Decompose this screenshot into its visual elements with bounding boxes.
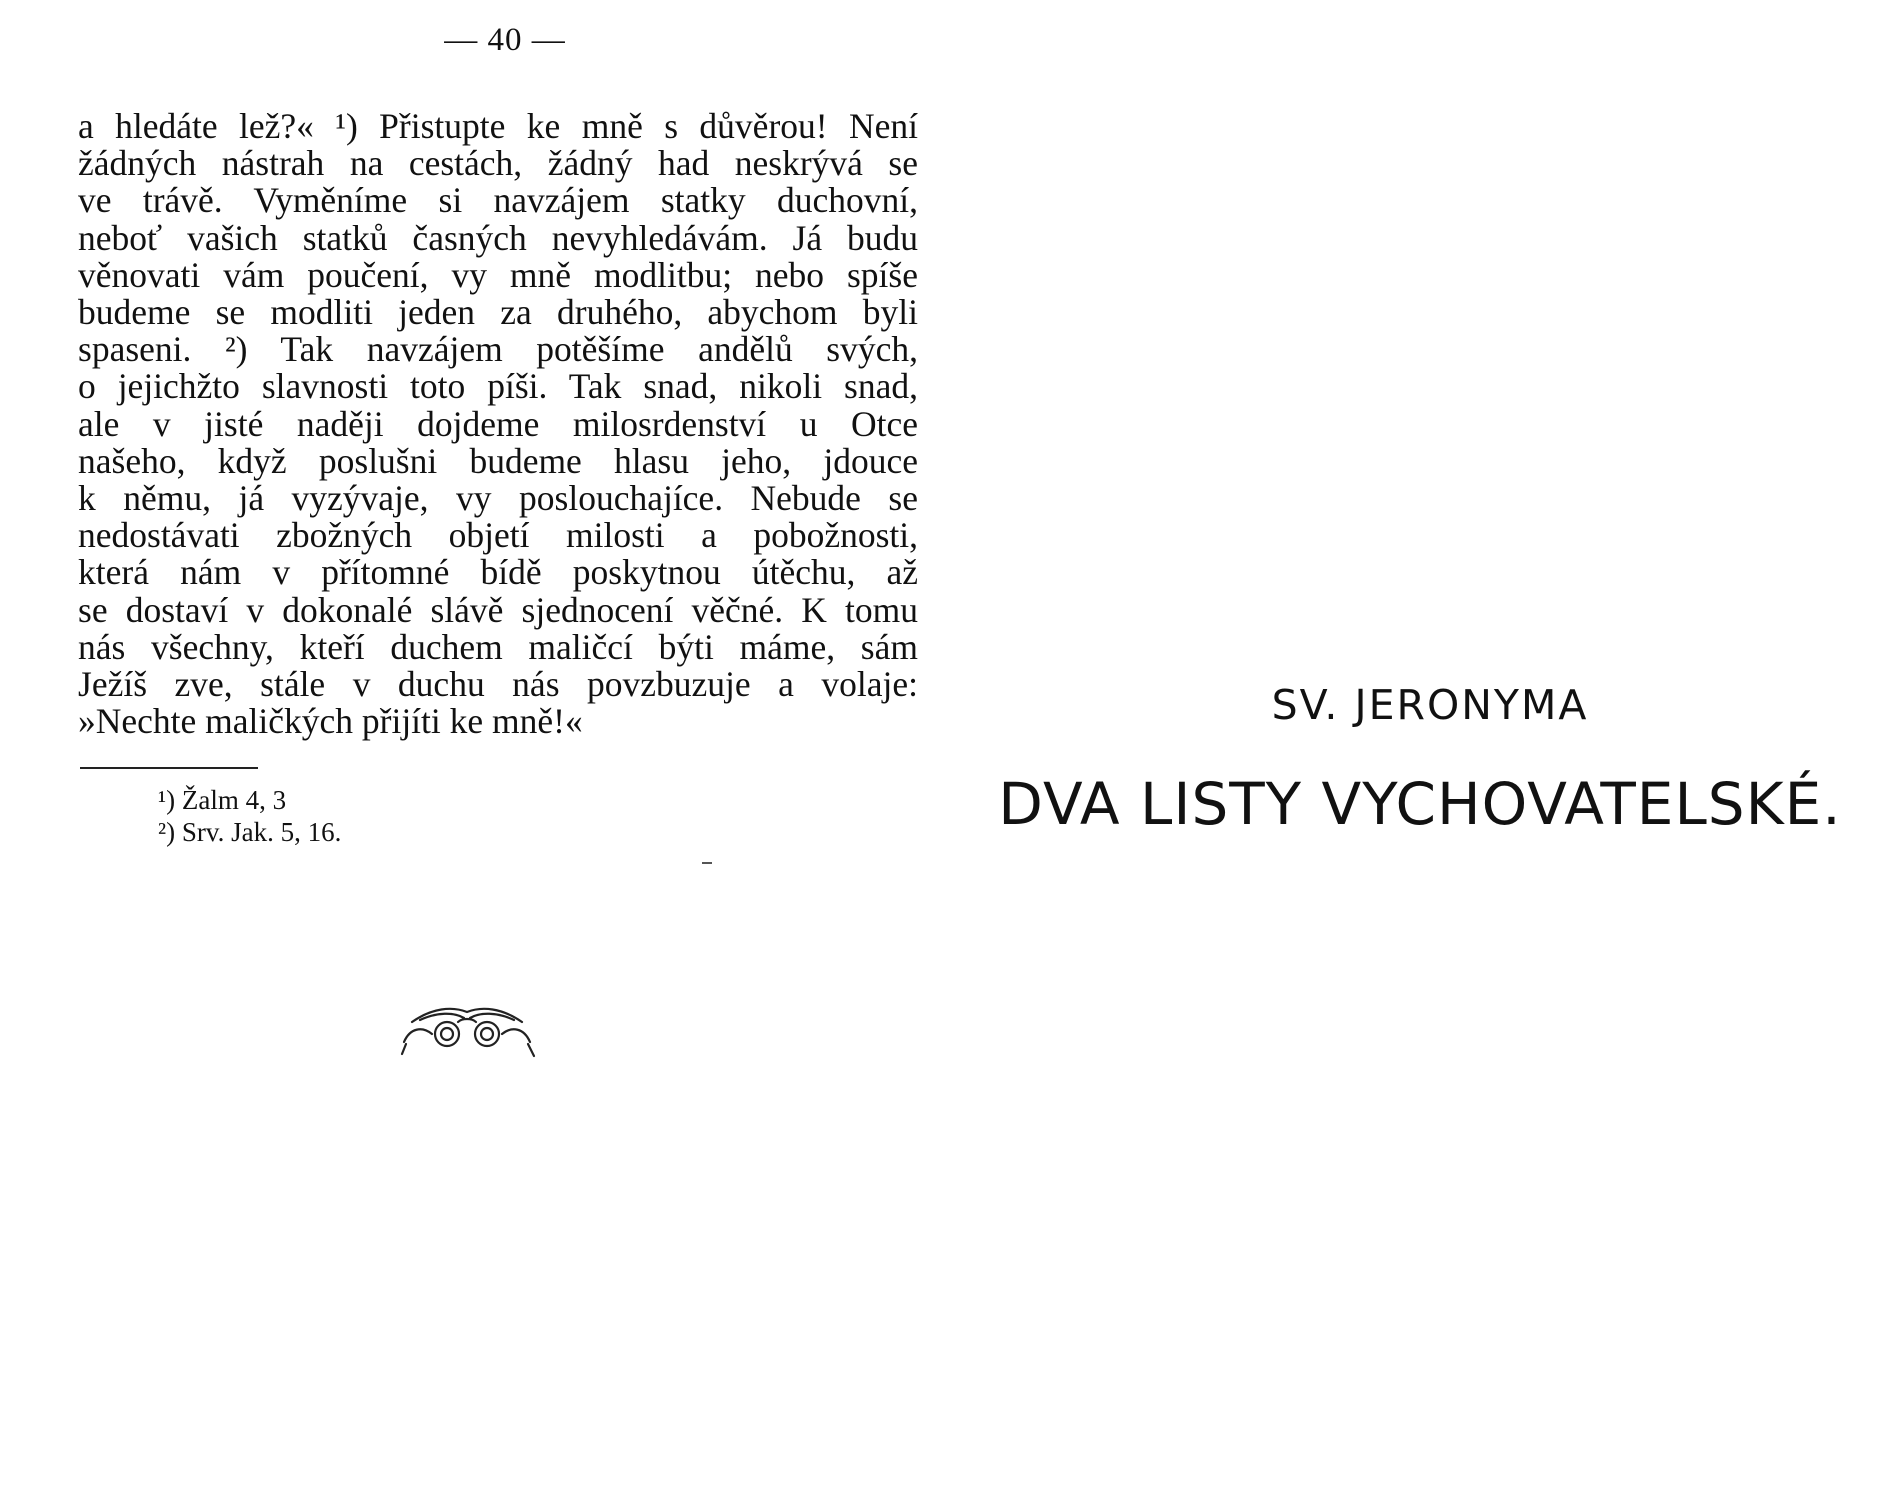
text-line: k němu, já vyzývaje, vy poslouchajíce. Nebude se bbox=[78, 478, 918, 519]
text-line: budeme se modliti jeden za druhého, abychom byli bbox=[78, 292, 918, 333]
text-line: a hledáte lež?« ¹) Přistupte ke mně s důvěrou! Není bbox=[78, 106, 918, 146]
text-line: ale v jisté naději dojdeme milosrdenství u Otce bbox=[78, 403, 918, 444]
text-line: ve trávě. Vyměníme si navzájem statky duchovní, bbox=[78, 180, 918, 221]
text-line: nás všechny, kteří duchem maličcí býti máme, sám bbox=[78, 626, 918, 667]
body-text bbox=[78, 108, 918, 740]
page-number: — 40 — bbox=[444, 22, 566, 58]
footnote-2: ²) Srv. Jak. 5, 16. bbox=[158, 817, 342, 847]
footnotes bbox=[158, 784, 341, 848]
book-title: DVA LISTY VYCHOVATELSKÉ. bbox=[998, 770, 1842, 838]
stray-mark bbox=[702, 862, 712, 864]
text-line: se dostaví v dokonalé slávě sjednocení věčné. K tomu bbox=[78, 589, 918, 630]
footnote-1: ¹) Žalm 4, 3 bbox=[158, 785, 287, 815]
text-line: »Nechte maličkých přijíti ke mně!« bbox=[78, 701, 583, 742]
footnote-rule bbox=[80, 767, 258, 769]
text-line: která nám v přítomné bídě poskytnou útěchu, až bbox=[78, 552, 918, 593]
text-line: Ježíš zve, stále v duchu nás povzbuzuje a volaje: bbox=[78, 664, 918, 705]
text-line: věnovati vám poučení, vy mně modlitbu; nebo spíše bbox=[78, 254, 918, 295]
text-line: neboť vašich statků časných nevyhledávám. Já budu bbox=[78, 217, 918, 258]
author-heading: SV. JERONYMA bbox=[1271, 681, 1589, 729]
text-line: o jejichžto slavnosti toto píši. Tak snad, nikoli snad, bbox=[78, 366, 918, 407]
right-page bbox=[942, 0, 1884, 1500]
text-line: žádných nástrah na cestách, žádný had neskrývá se bbox=[78, 143, 918, 184]
text-line: nedostávati zbožných objetí milosti a pobožnosti, bbox=[78, 515, 918, 556]
ornament-icon bbox=[392, 1000, 542, 1062]
text-line: spaseni. ²) Tak navzájem potěšíme andělů svých, bbox=[78, 329, 918, 370]
text-line: našeho, když poslušni budeme hlasu jeho, jdouce bbox=[78, 440, 918, 481]
